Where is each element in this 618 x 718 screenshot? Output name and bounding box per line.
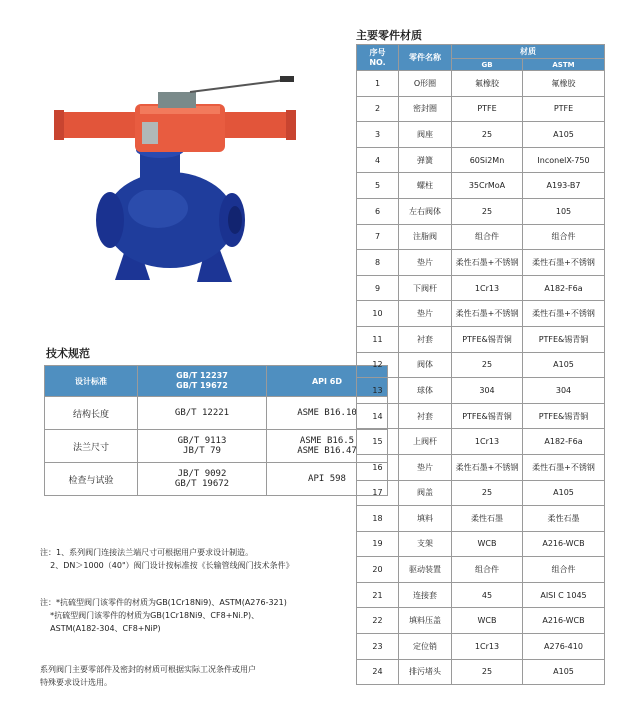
note-line: 注：1、系列阀门连接法兰端尺寸可根据用户要求设计制造。 — [40, 548, 254, 557]
table-row — [357, 147, 605, 173]
table-row — [357, 250, 605, 276]
cell-astm: 柔性石墨+不锈钢 — [523, 301, 605, 327]
cell-astm: PTFE — [523, 96, 605, 122]
notes-material-selection — [40, 663, 256, 689]
spec-header-standard: 设计标准 — [45, 366, 138, 397]
cell-no: 12 — [357, 352, 399, 378]
cell-no: 3 — [357, 122, 399, 148]
cell-gb: 25 — [452, 659, 523, 685]
table-row — [357, 531, 605, 557]
cell-part: 衬套 — [399, 326, 452, 352]
materials-header-row — [357, 45, 605, 59]
cell-part: 左右阀体 — [399, 198, 452, 224]
cell-part: 螺柱 — [399, 173, 452, 199]
pneumatic-actuator — [54, 76, 296, 152]
cell-part: 驱动装置 — [399, 557, 452, 583]
cell-no: 9 — [357, 275, 399, 301]
materials-header-no — [357, 45, 399, 71]
materials-table — [356, 44, 605, 685]
table-row — [357, 352, 605, 378]
spec-title: 技术规范 — [46, 347, 90, 360]
cell-astm: AISI C 1045 — [523, 582, 605, 608]
cell-astm: A105 — [523, 659, 605, 685]
spec-gb-value — [138, 397, 267, 430]
cell-part: 填料 — [399, 506, 452, 532]
cell-part: 阀座 — [399, 122, 452, 148]
cell-part: 衬套 — [399, 403, 452, 429]
cell-gb: 25 — [452, 352, 523, 378]
spec-gb-text: JB/T 9092 GB/T 19672 — [174, 469, 230, 489]
spec-row — [45, 463, 388, 496]
cell-part: 垫片 — [399, 301, 452, 327]
spec-header-api: API 6D — [267, 366, 388, 397]
cell-astm: PTFE&锡青铜 — [523, 403, 605, 429]
cell-no: 20 — [357, 557, 399, 583]
cell-gb: WCB — [452, 608, 523, 634]
table-row — [357, 378, 605, 404]
table-row — [357, 454, 605, 480]
table-row — [357, 557, 605, 583]
cell-part: 垫片 — [399, 454, 452, 480]
table-row — [357, 582, 605, 608]
cell-gb: 组合件 — [452, 224, 523, 250]
cell-astm: A193-B7 — [523, 173, 605, 199]
cell-astm: 氟橡胶 — [523, 71, 605, 97]
cell-astm: A216-WCB — [523, 608, 605, 634]
table-row — [357, 634, 605, 660]
table-row — [357, 403, 605, 429]
spec-label: 结构长度 — [45, 397, 138, 430]
spec-api-text: ASME B16.5 ASME B16.47 — [297, 436, 357, 456]
cell-astm: 柔性石墨 — [523, 506, 605, 532]
ball-valve-illustration — [40, 70, 330, 290]
cell-gb: 柔性石墨+不锈钢 — [452, 250, 523, 276]
cell-no: 23 — [357, 634, 399, 660]
cell-astm: InconelX-750 — [523, 147, 605, 173]
cell-part: 弹簧 — [399, 147, 452, 173]
note-line: ASTM(A182-304、CF8+NiP) — [40, 624, 161, 633]
table-row — [357, 96, 605, 122]
cell-astm: PTFE&锡青铜 — [523, 326, 605, 352]
cell-gb: 柔性石墨+不锈钢 — [452, 301, 523, 327]
table-row — [357, 659, 605, 685]
cell-gb: 1Cr13 — [452, 634, 523, 660]
cell-astm: 组合件 — [523, 557, 605, 583]
cell-gb: PTFE&锡青铜 — [452, 403, 523, 429]
cell-no: 14 — [357, 403, 399, 429]
cell-no: 2 — [357, 96, 399, 122]
cell-astm: 柔性石墨+不锈钢 — [523, 250, 605, 276]
spec-gb-value — [138, 430, 267, 463]
cell-gb: 45 — [452, 582, 523, 608]
cell-part: 垫片 — [399, 250, 452, 276]
cell-gb: 氟橡胶 — [452, 71, 523, 97]
cell-part: 连接套 — [399, 582, 452, 608]
cell-no: 24 — [357, 659, 399, 685]
spec-header-gb-text: GB/T 12237 GB/T 19672 — [176, 371, 228, 390]
cell-part: 密封圈 — [399, 96, 452, 122]
cell-no: 18 — [357, 506, 399, 532]
spec-row — [45, 397, 388, 430]
cell-astm: A276-410 — [523, 634, 605, 660]
cell-gb: 组合件 — [452, 557, 523, 583]
spec-api-text: ASME B16.10 — [297, 408, 357, 418]
cell-no: 7 — [357, 224, 399, 250]
cell-no: 13 — [357, 378, 399, 404]
cell-part: 阀体 — [399, 352, 452, 378]
table-row — [357, 480, 605, 506]
cell-no: 11 — [357, 326, 399, 352]
materials-header-gb: GB — [452, 59, 523, 71]
materials-title: 主要零件材质 — [356, 29, 422, 42]
note-line: 特殊要求设计选用。 — [40, 678, 112, 687]
spec-row — [45, 430, 388, 463]
spec-table — [44, 365, 388, 496]
cell-no: 19 — [357, 531, 399, 557]
table-row — [357, 608, 605, 634]
spec-header-gb — [138, 366, 267, 397]
cell-astm: 组合件 — [523, 224, 605, 250]
cell-gb: WCB — [452, 531, 523, 557]
note-line: 系列阀门主要零部件及密封的材质可根据实际工况条件或用户 — [40, 665, 256, 674]
spec-gb-text: GB/T 12221 — [174, 408, 230, 418]
left-flange — [96, 192, 124, 248]
materials-header-no-text: 序号 NO. — [369, 47, 386, 67]
cell-no: 1 — [357, 71, 399, 97]
cell-no: 10 — [357, 301, 399, 327]
cell-part: 排污堵头 — [399, 659, 452, 685]
table-row — [357, 224, 605, 250]
table-row — [357, 71, 605, 97]
cell-astm: 柔性石墨+不锈钢 — [523, 454, 605, 480]
note-line: 2、DN＞1000（40"）阀门设计按标准按《长输管线阀门技术条件》 — [40, 561, 294, 570]
table-row — [357, 122, 605, 148]
cell-astm: A182-F6a — [523, 429, 605, 455]
cell-gb: 25 — [452, 198, 523, 224]
cell-gb: 60Si2Mn — [452, 147, 523, 173]
cell-no: 22 — [357, 608, 399, 634]
materials-header-part: 零件名称 — [399, 45, 452, 71]
table-row — [357, 173, 605, 199]
cell-no: 17 — [357, 480, 399, 506]
cell-part: 支架 — [399, 531, 452, 557]
cell-gb: 25 — [452, 480, 523, 506]
cell-part: 阀盖 — [399, 480, 452, 506]
spec-gb-text: GB/T 9113 JB/T 79 — [177, 436, 227, 456]
table-row — [357, 429, 605, 455]
notes-connection — [40, 546, 294, 572]
table-row — [357, 506, 605, 532]
cell-gb: 柔性石墨+不锈钢 — [452, 454, 523, 480]
cell-astm: A216-WCB — [523, 531, 605, 557]
spec-label: 检查与试验 — [45, 463, 138, 496]
spec-label: 法兰尺寸 — [45, 430, 138, 463]
cell-part: 填料压盖 — [399, 608, 452, 634]
note-line: *抗硫型阀门该零件的材质为GB(1Cr18Ni9、CF8+Ni.P)、 — [40, 611, 260, 620]
cell-gb: PTFE — [452, 96, 523, 122]
cell-no: 5 — [357, 173, 399, 199]
cell-part: 下阀杆 — [399, 275, 452, 301]
cell-astm: 105 — [523, 198, 605, 224]
cell-part: 定位销 — [399, 634, 452, 660]
table-row — [357, 275, 605, 301]
cell-gb: 1Cr13 — [452, 429, 523, 455]
cell-gb: 35CrMoA — [452, 173, 523, 199]
cell-no: 15 — [357, 429, 399, 455]
cell-no: 4 — [357, 147, 399, 173]
cell-gb: 25 — [452, 122, 523, 148]
cell-astm: A105 — [523, 480, 605, 506]
cell-astm: 304 — [523, 378, 605, 404]
cell-no: 8 — [357, 250, 399, 276]
cell-astm: A105 — [523, 122, 605, 148]
notes-anti-sulfur — [40, 596, 287, 635]
materials-body — [357, 71, 605, 685]
cell-part: O形圈 — [399, 71, 452, 97]
cell-gb: PTFE&锡青铜 — [452, 326, 523, 352]
cell-gb: 1Cr13 — [452, 275, 523, 301]
table-row — [357, 301, 605, 327]
spec-header-row — [45, 366, 388, 397]
materials-header-material: 材质 — [452, 45, 605, 59]
cell-part: 注脂阀 — [399, 224, 452, 250]
cell-gb: 柔性石墨 — [452, 506, 523, 532]
spec-api-text: API 598 — [308, 474, 346, 484]
cell-astm: A105 — [523, 352, 605, 378]
table-row — [357, 326, 605, 352]
note-line: 注：*抗硫型阀门该零件的材质为GB(1Cr18Ni9)、ASTM(A276-321) — [40, 598, 287, 607]
cell-astm: A182-F6a — [523, 275, 605, 301]
materials-header-astm: ASTM — [523, 59, 605, 71]
cell-gb: 304 — [452, 378, 523, 404]
cell-part: 上阀杆 — [399, 429, 452, 455]
cell-no: 21 — [357, 582, 399, 608]
cell-part: 球体 — [399, 378, 452, 404]
cell-no: 16 — [357, 454, 399, 480]
cell-no: 6 — [357, 198, 399, 224]
spec-gb-value — [138, 463, 267, 496]
table-row — [357, 198, 605, 224]
